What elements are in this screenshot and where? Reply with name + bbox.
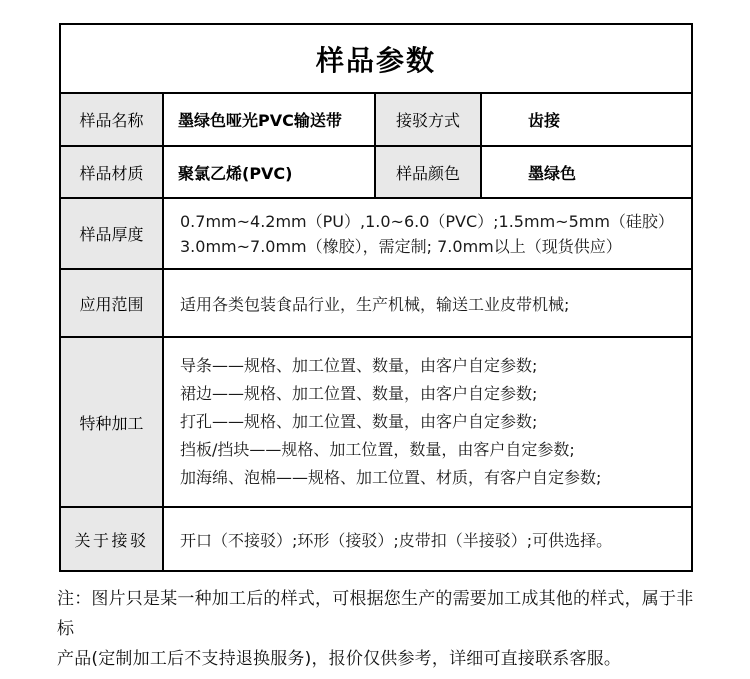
footnote	[57, 584, 697, 674]
thickness-line-1: 0.7mm~4.2mm（PU）,1.0~6.0（PVC）;1.5mm~5mm（硅胶）	[180, 211, 674, 231]
row-sample-material	[60, 146, 692, 198]
row-special-processing	[60, 337, 692, 507]
sample-color-value: 墨绿色	[481, 146, 692, 198]
special-processing-line-5: 加海绵、泡棉——规格、加工位置、材质，有客户自定参数;	[180, 468, 602, 487]
special-processing-line-1: 导条——规格、加工位置、数量，由客户自定参数;	[180, 356, 538, 375]
table-title-row	[60, 24, 692, 93]
thickness-line-2: 3.0mm~7.0mm（橡胶），需定制; 7.0mm以上（现货供应）	[180, 236, 622, 256]
sample-material-label: 样品材质	[60, 146, 163, 198]
sample-thickness-value	[163, 198, 692, 269]
sample-color-label: 样品颜色	[375, 146, 481, 198]
row-sample-thickness	[60, 198, 692, 269]
sample-parameters-table	[59, 23, 693, 572]
row-application-range	[60, 269, 692, 337]
sample-material-value: 聚氯乙烯(PVC)	[163, 146, 375, 198]
table-title: 样品参数	[60, 24, 692, 93]
application-range-label: 应用范围	[60, 269, 163, 337]
about-joint-value: 开口（不接驳）;环形（接驳）;皮带扣（半接驳）;可供选择。	[163, 507, 692, 571]
sample-name-value: 墨绿色哑光PVC输送带	[163, 93, 375, 146]
application-range-value: 适用各类包装食品行业，生产机械，输送工业皮带机械;	[163, 269, 692, 337]
sample-thickness-label: 样品厚度	[60, 198, 163, 269]
joint-method-value: 齿接	[481, 93, 692, 146]
special-processing-line-3: 打孔——规格、加工位置、数量，由客户自定参数;	[180, 412, 538, 431]
sample-name-label: 样品名称	[60, 93, 163, 146]
special-processing-line-4: 挡板/挡块——规格、加工位置，数量，由客户自定参数;	[180, 440, 575, 459]
joint-method-label: 接驳方式	[375, 93, 481, 146]
about-joint-label: 关于接驳	[60, 507, 163, 571]
special-processing-line-2: 裙边——规格、加工位置、数量，由客户自定参数;	[180, 384, 538, 403]
row-sample-name	[60, 93, 692, 146]
footnote-line-1: 注：图片只是某一种加工后的样式，可根据您生产的需要加工成其他的样式，属于非标	[57, 589, 694, 639]
footnote-line-2: 产品(定制加工后不支持退换服务)，报价仅供参考，详细可直接联系客服。	[57, 649, 622, 669]
row-about-joint	[60, 507, 692, 571]
special-processing-label: 特种加工	[60, 337, 163, 507]
special-processing-value	[163, 337, 692, 507]
